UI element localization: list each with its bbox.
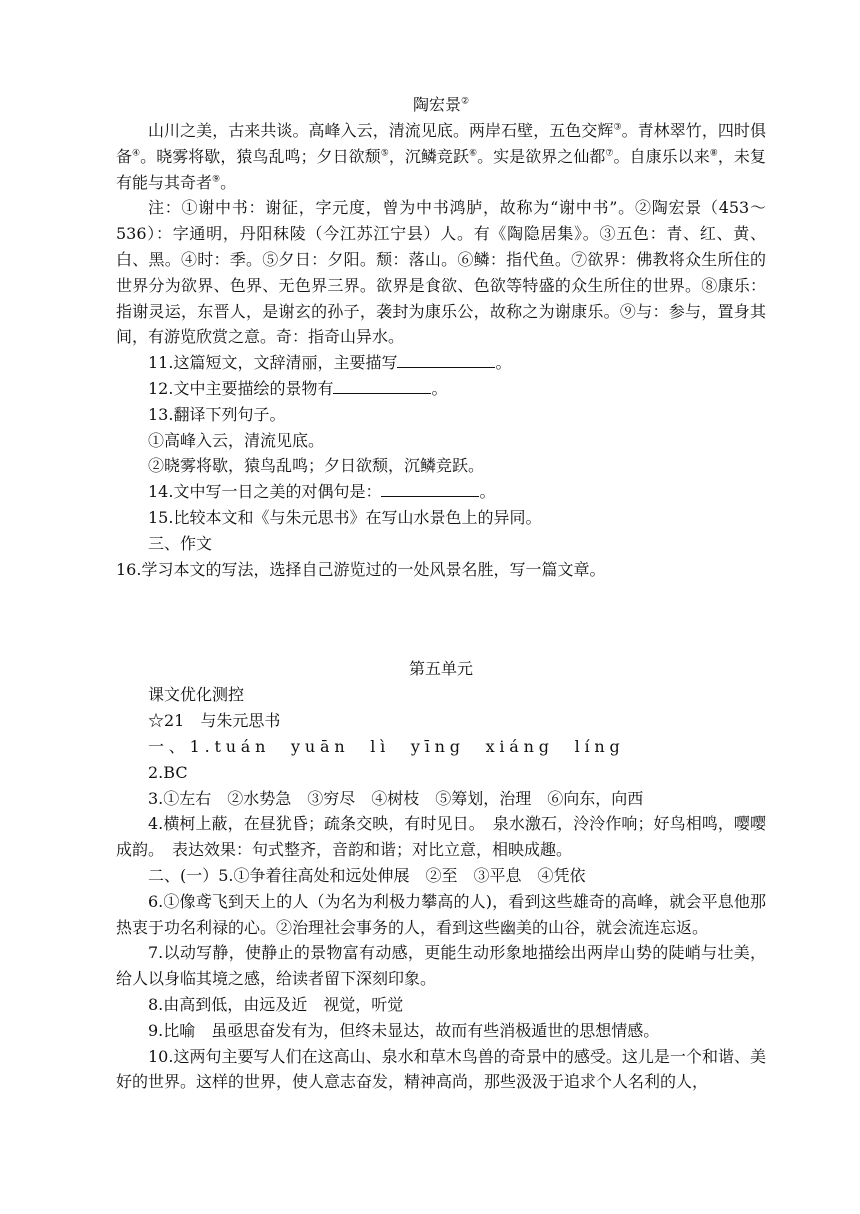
- question-12-end: 。: [431, 378, 448, 398]
- question-14-text: 14.文中写一日之美的对偶句是：: [148, 482, 382, 502]
- footnote-marker: ④: [132, 148, 141, 159]
- passage-title-text: 陶宏景: [412, 95, 461, 114]
- question-13: 13.翻译下列句子。: [148, 404, 286, 424]
- passage-title: [116, 92, 766, 118]
- answer-7: 7.以动写静，使静止的景物富有动感，更能生动形象地描绘出两岸山势的陡峭与壮美，给人以身临其境之感，给读者留下深刻印象。: [116, 943, 766, 989]
- question-14: [116, 479, 766, 505]
- passage-text: ，沉鳞竞跃: [388, 146, 469, 166]
- answer-10: 10.这两句主要写人们在这高山、泉水和草木鸟兽的奇景中的感受。这儿是一个和谐、美好的世界。这样的世界，使人意志奋发，精神高尚，那些汲汲于追求个人名利的人，: [116, 1046, 766, 1092]
- passage-text: 。自康乐以来: [613, 146, 710, 166]
- question-13-item-2: ②晓雾将歇，猿鸟乱鸣；夕日欲颓，沉鳞竞跃。: [148, 456, 485, 476]
- answer-2: 2.BC: [148, 762, 188, 782]
- question-12: [116, 376, 766, 402]
- question-16: 16.学习本文的写法，选择自己游览过的一处风景名胜，写一篇文章。: [116, 559, 606, 579]
- passage-body: [116, 118, 766, 195]
- answer-blank: [333, 379, 431, 394]
- passage-text: 山川之美，古来共谈。高峰入云，清流见底。两岸石壁，五色交辉: [148, 121, 614, 140]
- question-11-end: 。: [495, 353, 512, 373]
- answer-1: 一、1.tuán yuān lì yīng xiáng líng: [148, 736, 625, 756]
- answer-9: 9.比喻 虽亟思奋发有为，但终未显达，故而有些消极遁世的思想情感。: [148, 1020, 660, 1040]
- document-page: [116, 92, 766, 1095]
- lesson-title: ☆21 与朱元思书: [148, 711, 281, 731]
- section-heading-composition: 三、作文: [148, 533, 213, 553]
- spacer: [116, 582, 766, 656]
- passage-text: ，未复有能与其奇者: [116, 146, 766, 192]
- answers-subtitle: 课文优化测控: [148, 685, 245, 705]
- passage-text: 。青林翠竹，四时俱备: [116, 121, 766, 166]
- footnote-marker: ⑤: [380, 148, 389, 159]
- answer-blank: [381, 482, 479, 497]
- question-11-text: 11.这篇短文，文辞清丽，主要描写: [148, 353, 398, 373]
- answer-4: 4.横柯上蔽，在昼犹昏；疏条交映，有时见日。 泉水激石，泠泠作响；好鸟相鸣，嘤嘤成韵。 表达效果：句式整齐，音韵和谐；对比立意，相映成趣。: [116, 814, 766, 860]
- footnote-marker: ③: [613, 122, 622, 133]
- answer-5: 二、(一）5.①争着往高处和远处伸展 ②至 ③平息 ④凭依: [148, 865, 586, 885]
- answer-blank: [397, 353, 495, 368]
- answer-8: 8.由高到低，由远及近 视觉，听觉: [148, 994, 404, 1014]
- question-12-text: 12.文中主要描绘的景物有: [148, 378, 334, 398]
- question-15: 15.比较本文和《与朱元思书》在写山水景色上的异同。: [148, 507, 542, 527]
- unit-title: 第五单元: [408, 659, 473, 679]
- passage-text: 。实是欲界之仙都: [477, 146, 606, 166]
- footnote-marker: ⑥: [469, 148, 478, 159]
- answer-6: 6.①像鸢飞到天上的人（为名为利极力攀高的人)，看到这些雄奇的高峰，就会平息他那热衷于功名利禄的心。②治理社会事务的人，看到这些幽美的山谷，就会流连忘返。: [116, 891, 766, 937]
- passage-text: 。晓雾将歇，猿鸟乱鸣；夕日欲颓: [140, 146, 381, 166]
- passage-text: 。: [220, 172, 237, 192]
- question-14-end: 。: [479, 482, 496, 502]
- footnote-marker: ⑨: [212, 174, 221, 185]
- passage-notes: 注：①谢中书：谢征，字元度，曾为中书鸿胪，故称为“谢中书”。②陶宏景（453～536）：字通明，丹阳秣陵（今江苏江宁县）人。有《陶隐居集》。③五色：青、红、黄、白、黑。④时：季。⑤夕日：夕阳。颓：落山。⑥鳞：指代鱼。⑦欲界：佛教将众生所住的世界分为欲界、色界、无色界三界。欲界是食欲、色欲等特盛的众生所住的世界。⑧康乐：指谢灵运，东晋人，是谢玄的孙子，袭封为康乐公，故称之为谢康乐。⑨与：参与，置身其间，有游览欣赏之意。奇：指奇山异水。: [116, 198, 766, 347]
- footnote-marker: ⑧: [709, 148, 718, 159]
- footnote-marker: ②: [460, 96, 470, 107]
- question-13-item-1: ①高峰入云，清流见底。: [148, 430, 325, 450]
- footnote-marker: ⑦: [605, 148, 614, 159]
- question-11: [116, 350, 766, 376]
- answer-3: 3.①左右 ②水势急 ③穷尽 ④树枝 ⑤筹划，治理 ⑥向东，向西: [148, 788, 644, 808]
